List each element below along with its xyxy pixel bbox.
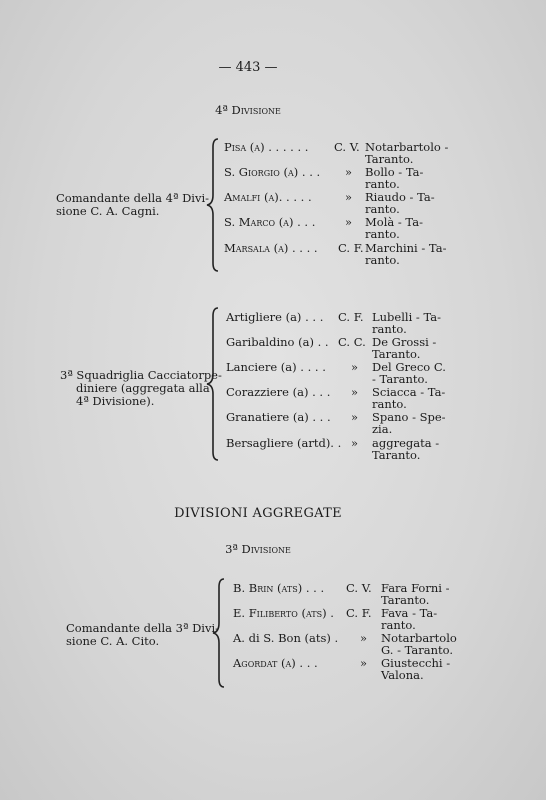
ship-name: Granatiere (a) . . . — [226, 410, 331, 424]
ship-info: zia. — [372, 422, 393, 436]
ship-name: Lanciere (a) . . . . — [226, 360, 326, 374]
ship-info: Del Greco C. — [372, 360, 446, 374]
ship-name: Amalfi (a). . . . . — [224, 190, 312, 204]
ship-info: Lubelli - Ta- — [372, 310, 441, 324]
ship-info: Taranto. — [381, 593, 430, 607]
page-number: — 443 — — [218, 60, 278, 75]
commander-label: 3ª Squadriglia Cacciatorpe- — [60, 368, 222, 382]
commander-rank: C. V. — [346, 581, 372, 595]
ship-info: Valona. — [381, 668, 424, 682]
commander-label: sione C. A. Cagni. — [56, 204, 160, 218]
brace — [206, 138, 222, 272]
heading-4th-division: 4ª Divisione — [215, 103, 281, 117]
ship-info: Giustecchi - — [381, 656, 451, 670]
commander-label: Comandante della 4ª Divi- — [56, 191, 210, 205]
commander-rank: C. C. — [338, 335, 366, 349]
ship-info: Fara Forni - — [381, 581, 450, 595]
ship-name: Agordat (a) . . . — [233, 656, 318, 670]
commander-rank: » — [345, 165, 353, 179]
commander-label: 4ª Divisione). — [76, 394, 155, 408]
ship-info: De Grossi - — [372, 335, 437, 349]
ship-name: Garibaldino (a) . . — [226, 335, 329, 349]
ship-name: S. Giorgio (a) . . . — [224, 165, 321, 179]
ship-info: aggregata - — [372, 436, 440, 450]
section-title: DIVISIONI AGGREGATE — [174, 506, 342, 521]
ship-name: Artigliere (a) . . . — [226, 310, 324, 324]
ship-info: Notarbartolo - — [365, 140, 449, 154]
ship-name: Corazziere (a) . . . — [226, 385, 331, 399]
ship-info: Marchini - Ta- — [365, 241, 447, 255]
ship-name: E. Filiberto (ats) . — [233, 606, 334, 620]
commander-rank: » — [360, 631, 368, 645]
ship-name: Bersagliere (artd). . — [226, 436, 342, 450]
ship-name: S. Marco (a) . . . — [224, 215, 316, 229]
ship-info: - Taranto. — [372, 372, 428, 386]
commander-rank: » — [345, 215, 353, 229]
brace — [212, 578, 228, 688]
commander-rank: » — [360, 656, 368, 670]
ship-info: Notarbartolo — [381, 631, 457, 645]
ship-info: ranto. — [372, 397, 407, 411]
commander-label: diniere (aggregata alla — [76, 381, 210, 395]
commander-rank: » — [351, 410, 359, 424]
commander-rank: C. V. — [334, 140, 360, 154]
ship-info: ranto. — [365, 227, 400, 241]
ship-info: ranto. — [372, 322, 407, 336]
commander-rank: C. F. — [338, 241, 364, 255]
brace — [206, 307, 222, 461]
commander-rank: » — [345, 190, 353, 204]
commander-rank: » — [351, 360, 359, 374]
commander-label: sione C. A. Cito. — [66, 634, 160, 648]
commander-rank: » — [351, 436, 359, 450]
ship-info: Molà - Ta- — [365, 215, 423, 229]
ship-name: Pisa (a) . . . . . . — [224, 140, 309, 154]
ship-info: Bollo - Ta- — [365, 165, 424, 179]
ship-name: Marsala (a) . . . . — [224, 241, 318, 255]
ship-info: ranto. — [365, 177, 400, 191]
commander-label: Comandante della 3ª Divi- — [66, 621, 220, 635]
ship-info: ranto. — [365, 202, 400, 216]
commander-rank: C. F. — [346, 606, 372, 620]
ship-info: G. - Taranto. — [381, 643, 454, 657]
ship-name: B. Brin (ats) . . . — [233, 581, 325, 595]
ship-info: Sciacca - Ta- — [372, 385, 446, 399]
ship-name: A. di S. Bon (ats) . — [233, 631, 339, 645]
commander-rank: » — [351, 385, 359, 399]
commander-rank: C. F. — [338, 310, 364, 324]
ship-info: Spano - Spe- — [372, 410, 446, 424]
ship-info: Riaudo - Ta- — [365, 190, 435, 204]
ship-info: Taranto. — [372, 448, 421, 462]
ship-info: ranto. — [365, 253, 400, 267]
ship-info: Taranto. — [372, 347, 421, 361]
ship-info: Taranto. — [365, 152, 414, 166]
heading-3rd-division: 3ª Divisione — [225, 542, 291, 556]
ship-info: ranto. — [381, 618, 416, 632]
ship-info: Fava - Ta- — [381, 606, 438, 620]
